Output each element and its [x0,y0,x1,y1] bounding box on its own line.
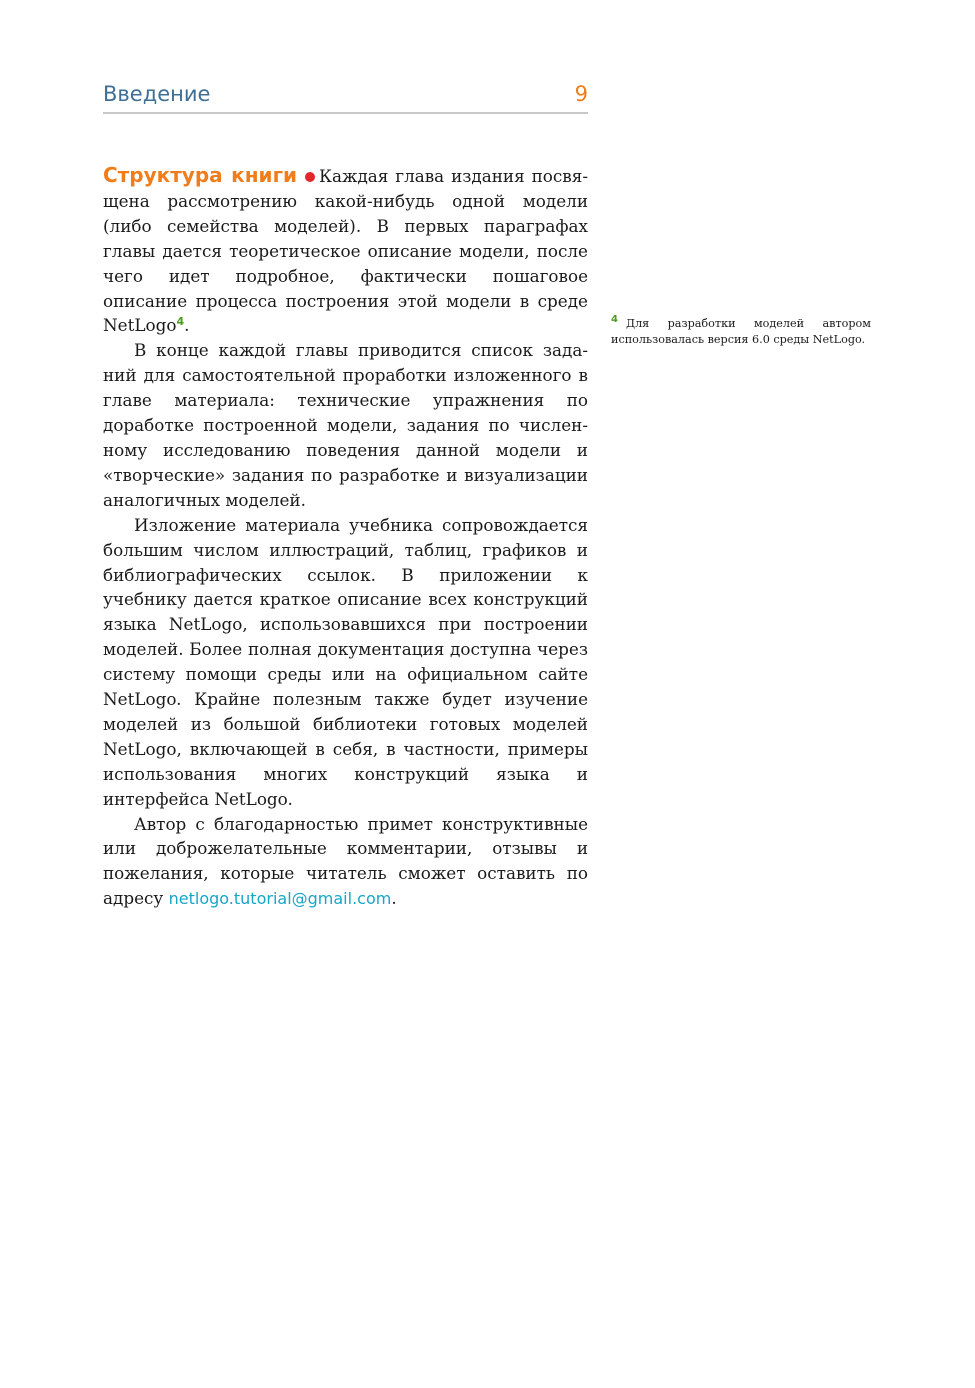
chapter-title: Введение [103,82,211,106]
email-link[interactable]: netlogo.tutorial@gmail.com [168,889,392,909]
paragraph-1-end: . [184,315,190,336]
main-text [103,163,588,912]
footnote-text: Для разработки моделей автором использовалась версия 6.0 среды NetLogo. [611,317,871,347]
footnote-reference[interactable]: 4 [176,315,185,329]
paragraph-4-text: Автор с благодарностью примет конструктивные или доброжелательные комментарии, отзывы и пожелания, которые читатель сможет оставить по адресу [103,813,588,909]
footnote-number: 4 [611,314,618,325]
section-title: Структура книги [103,163,298,187]
paragraph-4-end: . [391,888,397,909]
page-number: 9 [574,82,588,106]
paragraph-2: В конце каждой главы приводится список заданий для самостоятельной проработки изложенного в главе материала: технические упражнения по доработке построенной модели, задания по численному исследованию поведения данной модели и «творческие» задания по разработке и визуализации аналогичных моделей. [103,340,588,510]
paragraph-1 [103,163,588,338]
margin-footnote [611,316,871,349]
running-header [103,80,588,114]
paragraph-4 [103,812,588,913]
paragraph-3: Изложение материала учебника сопровождается большим числом иллюстраций, таблиц, графиков и библиографических ссылок. В приложении к учебнику дается краткое описание всех конструкций языка NetLogo, использовавшихся при построении моделей. Более полная документация доступна через систему помощи среды или на официальном сайте NetLogo. Крайне полезным также будет изучение моделей из большой библиотеки готовых моделей NetLogo, включающей в себя, в частности, примеры использования многих конструкций языка и интерфейса NetLogo. [103,514,588,809]
paragraph-1-text: Каждая глава издания посвящена рассмотрению какой-нибудь одной модели (либо семейства моделей). В первых параграфах главы дается теоретическое описание модели, после чего идет подробное, фактически пошаговое описание процесса построения этой модели в среде NetLogo [103,166,588,336]
bullet-icon [305,172,315,182]
